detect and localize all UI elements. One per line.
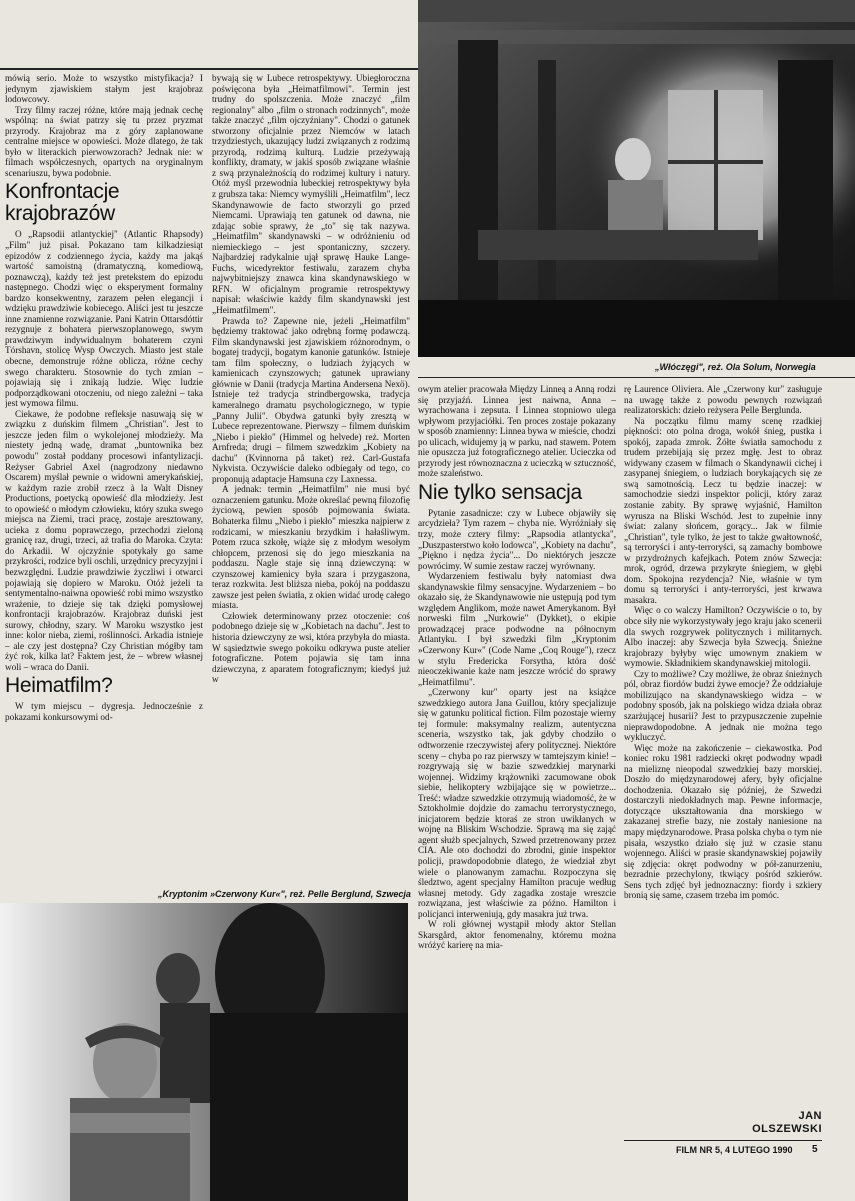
author-signature xyxy=(700,1110,822,1136)
col1-paragraph-1: mówią serio. Może to wszystko mistyfikacja? I jedynym zjawiskiem stałym jest krajobraz lodowcowy. xyxy=(5,73,203,105)
col4-paragraph-3: Więc o co walczy Hamilton? Oczywiście o to, by obce siły nie wykorzystywały jego kraju jako scenerii dla swych rozgrywek politycznych i militarnych. Albo inaczej: aby Szwecja była Szwecją. Śnieżne krajobrazy byłyby więc umownym znakiem w wymowie. Składnikiem skandynawskiej mitologii. xyxy=(624,605,822,669)
col1-paragraph-2: Trzy filmy raczej różne, które mają jednak cechę wspólną: na świat patrzy się tu przez pryzmat przyrody. Krajobraz ma z góry zaplanowane centralne miejsce w opowieści. Może dlatego, że tak było w literackich pierwowzorach? Jednak nie: w filmach współczesnych, opartych na oryginalnym scenariuszu, bywa podobnie. xyxy=(5,104,203,178)
col1-paragraph-3: O „Rapsodii atlantyckiej" (Atlantic Rhapsody) „Film" już pisał. Pokazano tam kilkadziesiąt epizodów z codziennego życia, każdy ma jakąś wartość samoistną (dramatyczną, komediową, poznawczą), każdy też jest pretekstem do epizodu następnego. Chodzi więc o eksperyment formalny bardzo konsekwentny, zarazem pełen elegancji i wdzięku prawdziwie kobiecego. Aliści jest tu jeszcze inne znamienne rozwiązanie. Pani Katrin Ottarsdóttir rezygnuje z bohatera pierwszoplanowego, swym prawdziwym indywidualnym bohaterem czyni Tórshavn, stolicę Wysp Owczych. Miasto jest stale obecne, demonstruje różne oblicza, różne cechy swego charakteru. Stosownie do tych zmian – pojawiają się i znikają ludzie. Więc ludzie podporządkowani otoczeniu, od niego zależni – taka jest wymowa filmu. xyxy=(5,229,203,409)
col4-paragraph-5: Więc może na zakończenie – ciekawostka. Pod koniec roku 1981 radziecki okręt podwodny wpadł na mieliznę nieopodal szwedzkiej bazy morskiej. Doszło do międzynarodowej afery, były oficjalne dochodzenia. Okazało się później, że Szwedzi dostarczyli niedokładnych map. Pewne informacje, dotyczące ukształtowania dna morskiego w zakazanej strefie bazy, nie zostały naniesione na mapy międzynarodowe. Prasa polska chyba o tym nie pisała, wszystko działo się już w czasie stanu wojennego. Aliści w prasie skandynawskiej pojawiły się zdjęcia: okręt podwodny w pół-zanurzeniu, bezradnie przechylony, tkwiący pośród szkierów. Sens tych zdjęć był jednoznaczny: fiordy i szkiery bronią się same, czasem trzeba im pomóc. xyxy=(624,742,822,901)
heading-konfrontacje: Konfrontacje krajobrazów xyxy=(5,180,120,226)
column-2 xyxy=(212,73,410,885)
col2-paragraph-1: bywają się w Lubece retrospektywy. Ubiegłoroczna poświęcona była „Heimatfilmowi". Termin jest trudny do spolszczenia. Może znaczyć „film regionalny" albo „film o stronach rodzinnych", może także znaczyć „film ojczyźniany". Chodzi o gatunek stworzony oficjalnie przez Niemców w latach trzydziestych, ukazujący ludzi związanych z rodzimą przyrodą, rodzimą kulturą. Ludzie przeżywają konflikty, dramaty, w jakiś sposób związane właśnie z swą przynależnością do rodzimej kultury i natury. Otóż myśl przewodnia lubeckiej retrospektywy była z grubsza taka: Niemcy wymyślili „Heimatfilm", lecz Skandynawowie de facto stworzyli go przed Niemcami. Uprawiają ten gatunek od dawna, nie zdając sobie sprawy, że „to" się tak nazywa. „Heimatfilm" skandynawski – w odróżnieniu od niemieckiego – jest spontaniczny, szczery. Najbardziej radykalnie ujął sprawę Hauke Lange-Fuchs, wicedyrektor festiwalu, zarazem chyba najwybitniejszy znawca kina skandynawskiego w RFN. W oficjalnym programie retrospektywy napisał: właściwie każdy film skandynawski jest „Heimatfilmem". xyxy=(212,73,410,316)
rule-top-photo xyxy=(418,377,855,378)
col1-paragraph-5: W tym miejscu – dygresja. Jednocześnie z pokazami konkursowymi od- xyxy=(5,701,203,722)
column-1 xyxy=(5,73,203,885)
photo-czerwony-kur-image xyxy=(0,903,408,1201)
caption-wloczegi: „Włóczęgi", reż. Ola Solum, Norwegia xyxy=(655,362,816,372)
col4-paragraph-1: rę Laurence Oliviera. Ale „Czerwony kur" zasługuje na uwagę także z powodu pewnych rozwiązań realizatorskich: dzieło reżysera Pelle Berglunda. xyxy=(624,384,822,416)
col3-paragraph-1: owym atelier pracowała Między Linneą a Anną rodzi się przyjaźń. Linnea jest naiwna, Anna – wyrachowana i zepsuta. I Linnea stopniowo ulega wpływom przyjaciółki. Ten proces zostaje pokazany w sposób znamienny: Linnea bywa w mieście, chodzi po ulicach, widujemy ją w parku, nad stawem. Potem nie opuszcza już fotograficznego atelier. Ucieczka od przyrody jest równoznaczna z ucieczką w sztuczność, może szaleństwo. xyxy=(418,384,616,479)
col3-paragraph-3: Wydarzeniem festiwalu były natomiast dwa skandynawskie filmy sensacyjne. Wydarzeniem – bo okazało się, że Skandynawowie nie ustępują pod tym względem Anglikom, może nawet Amerykanom. Był norweski film „Nurkowie" (Dykket), o ekipie prowadzącej prace podwodne na północnym Atlantyku. I był szwedzki film „Kryptonim »Czerwony Kur«" (Code Name „Coq Rouge"), rzecz w stylu Fredericka Forsytha, która dość nieoczekiwanie każe nam jeszcze wrócić do sprawy „Heimatfilmu". xyxy=(418,571,616,687)
col3-paragraph-5: W roli głównej wystąpił młody aktor Stellan Skarsgård, aktor fenomenalny, któremu można wróżyć karierę na mia- xyxy=(418,919,616,951)
col1-paragraph-4: Ciekawe, że podobne refleksje nasuwają się w związku z duńskim filmem „Christian". Jest to jeszcze jeden film o wykolejonej młodzieży. Ma niestety jedną wadę, dramat „buntownika bez powodu" został poddany procesowi infantylizacji. Reżyser Gabriel Axel (nagrodzony niedawno Oscarem) myślał pewnie o widowni amerykańskiej, w każdym razie zrobił rzecz à la Walt Disney Productions, poetycką opowieść dla młodzieży. Jest to opowieść o młodym człowieku, który szuka swego miejsca na Ziemi, traci pracę, zostaje aresztowany, ucieka z domu poprawczego, przechodzi zieloną granicę raz, drugi, trzeci, aż trafia do Maroka. Czyta: do Arkadii. W ojczyźnie spotykały go same przykrości, rodzice byli oschli, urzędnicy precyzyjni i bezwzględni. Ludzie prawdziwie życzliwi i otwarci pojawiają się dopiero w Maroku. Otóż jeżeli ta sentymentalno-naiwna opowieść robi mimo wszystko wrażenie, to dzieje się tak dzięki pomysłowej konfrontacji krajobrazów. Krajobraz duński jest surowy, chłodny, szary. W Maroku wszystko jest inne: kolor nieba, ziemi, roślinności. Arkadia istnieje – ale czy jest dostępna? Czy Christian mógłby tam żyć rok, kilka lat? Faktem jest, że – wbrew własnej woli – wraca do Danii. xyxy=(5,408,203,672)
col2-paragraph-4: Człowiek determinowany przez otoczenie: coś podobnego dzieje się w „Kobietach na dachu". Jest to historia dziewczyny ze wsi, która przybyła do miasta. W sąsiedztwie swego pokoiku odkrywa puste atelier fotograficzne. Potem pojawia się tam inna dziewczyna, z aparatem fotograficznym; kiedyś już w xyxy=(212,610,410,685)
column-3 xyxy=(418,384,616,1156)
col2-paragraph-2: Prawda to? Zapewne nie, jeżeli „Heimatfilm" będziemy traktować jako odrębną formę podawczą. Film skandynawski jest zjawiskiem różnorodnym, o bogatej tradycji, bogatym kanonie gatunków. Istnieje tam film społeczny, o ludziach żyjących w kamienicach czynszowych; gatunek uprawiany głównie w Danii (tradycja Martina Andersena Nexö). Istnieje też tradycja strindbergowska, tradycja kameralnego dramatu psychologicznego, w typie „Panny Julii". Obydwa gatunki były zresztą w Lubece reprezentowane. Pierwszy – filmem duńskim „Niebo i piekło" (Himmel og helvede) reż. Morten Arnfreda; drugi – filmem szwedzkim „Kobiety na dachu" (Kvinnorna på taket) reż. Carl-Gustafa Nykvista. Oczywiście daleko odbiegały od tego, co proponują adaptacje Hamsuna czy Laxnessa. xyxy=(212,315,410,484)
author-first-name: JAN xyxy=(798,1110,822,1122)
column-4 xyxy=(624,384,822,1106)
rule-footer xyxy=(624,1140,822,1141)
rule-top-left xyxy=(0,68,418,70)
author-last-name: OLSZEWSKI xyxy=(752,1123,822,1135)
footer-issue: FILM NR 5, 4 LUTEGO 1990 xyxy=(676,1145,793,1155)
col4-paragraph-2: Na początku filmu mamy scenę rzadkiej piękności: oto polna droga, wokół śnieg, pustka i spokój, zapada zmrok. Żółte światła samochodu z trudem przebijają się przez mgłę. Jest to obraz widywany czasem w filmach o Skandynawii cichej i zasypanej śniegiem, o ludziach borykających się ze swą samotnością. Lecz tu będzie inaczej: w samochodzie siedzi inspektor policji, który zaraz zostanie zabity. By sprawę wyjaśnić, Hamilton wyrusza na Bliski Wschód. Jest to zupełnie inny świat: zalany słońcem, gorący... Jak w filmie „Christian", tyle tylko, że jest to także gwałtowność, są terroryści i anty-terroryści, są zamachy bombowe w przydrożnych kafejkach. Potem znów Szwecja: mrok, ogród, drzewa przykryte śniegiem, w głębi dom. Spokojna rezydencja? Nie, właśnie w tym domu są terroryści i anty-terroryści, jest krwawa masakra. xyxy=(624,415,822,605)
photo-wloczegi-image xyxy=(418,0,855,357)
footer-page-number: 5 xyxy=(812,1144,818,1155)
col3-paragraph-2: Pytanie zasadnicze: czy w Lubece objawiły się arcydzieła? Tym razem – chyba nie. Wyróżniały się trzy, może cztery filmy: „Rapsodia atlantycka", „Duszpasterstwo koło lodowca", „Kobiety na dachu", „Piękno i nędza życia"... Do niektórych jeszcze powrócimy. W sumie zestaw raczej wyrównany. xyxy=(418,507,616,571)
caption-czerwony-kur: „Kryptonim »Czerwony Kur«", reż. Pelle Berglund, Szwecja xyxy=(158,889,411,899)
col3-paragraph-4: „Czerwony kur" oparty jest na książce szwedzkiego autora Jana Guillou, który specjalizuje się w gatunku political fiction. Film pozostaje wierny tej formule: maksymalny realizm, autentyczna sceneria, wszystko tak, jak gdyby chodziło o odtworzenie rzeczywistej afery politycznej. Niektóre sceny – chyba po raz pierwszy w tamtejszym kinie! – rozgrywają się w bazie szwedzkiej marynarki wojennej. Widzimy krążowniki zacumowane obok siebie, helikoptery wzbijające się w powietrze... Treść: władze szwedzkie otrzymują wiadomość, że w Sztokholmie dojdzie do zamachu terrorystycznego, inicjatorem będzie ktoraś ze stron uwikłanych w wojnę na Bliskim Wschodzie. Sprawą ma się zająć agent służb specjalnych, Szwed przetrenowany przez CIA. Ale oto dochodzi do zbrodni, ginie inspektor policji, prawdopodobnie dlatego, że wiedział zbyt wiele o planowanym zamachu. Rozpoczyna się śledztwo, agent specjalny Hamilton pracuje według własnej metody. Gdy zagadka zostaje wreszcie rozwiązana, jest właściwie za późno. Hamilton i policjanci interweniują, gdy masakra już trwa. xyxy=(418,687,616,919)
col4-paragraph-4: Czy to możliwe? Czy możliwe, że obraz śnieżnych pól, obraz fiordów budzi żywe emocje? Że oddziałuje mobilizująco na skandynawskiego widza – w podobny sposób, jak na polskiego widza działa obraz szarżującej husarii? Jest to przypuszczenie zupełnie nieprawdopodobne. A jednak nie można tego wykluczyć. xyxy=(624,668,822,743)
photo-czerwony-kur xyxy=(0,903,408,1201)
col2-paragraph-3: A jednak: termin „Heimatfilm" nie musi być oznaczeniem gatunku. Może określać pewną filozofię życiową, pewien sposób pojmowania świata. Bohaterka filmu „Niebo i piekło" mieszka najpierw z rodzicami, w mieszkaniu brzydkim i hałaśliwym. Potem rzuca szkołę, wiąże się z młodym wesołym chłopcem, przenosi się do jego mieszkania na poddaszu. Nagle staje się inną dziewczyną: w czynszowej kamienicy była szara i przygaszona, teraz rozkwita. Jest bliższa nieba, pokój na poddaszu zawsze jest pełen światła, z okien widać urodę całego miasta. xyxy=(212,484,410,611)
heading-heimatfilm: Heimatfilm? xyxy=(5,674,113,698)
heading-nie-tylko-sensacja: Nie tylko sensacja xyxy=(418,480,582,504)
photo-wloczegi xyxy=(418,0,855,357)
